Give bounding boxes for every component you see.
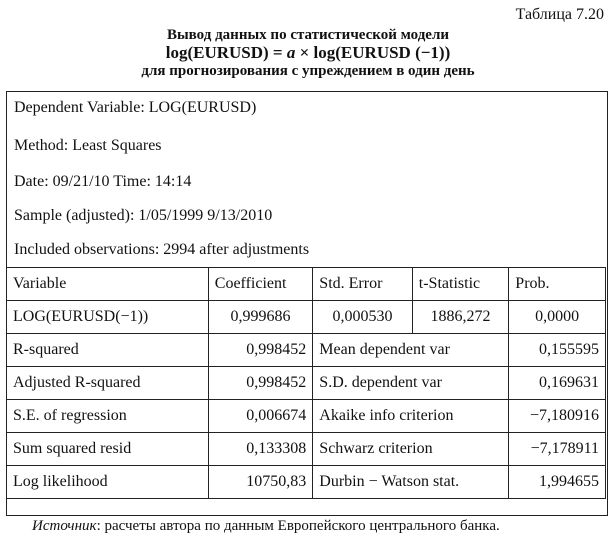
included-observations: Included observations: 2994 after adjustments [14,241,310,258]
regression-table [6,267,606,499]
table-row [7,334,606,367]
sample-range: Sample (adjusted): 1/05/1999 9/13/2010 [14,207,273,224]
stat-label: Adjusted R-squared [7,367,209,400]
formula-coefficient: a [286,43,296,62]
stat-label: Akaike info criterion [313,400,509,433]
stat-value: −7,178911 [509,433,606,466]
variable-name: LOG(EURUSD(−1)) [7,301,209,334]
formula-right: × log(EURUSD (−1)) [295,43,451,62]
header-prob: Prob. [509,268,606,301]
table-title [0,26,616,80]
stat-value: 0,998452 [208,334,313,367]
stat-label: Durbin − Watson stat. [313,466,509,499]
title-line-2-formula [0,44,616,62]
table-row [7,433,606,466]
table-row [7,367,606,400]
stat-label: Log likelihood [7,466,209,499]
formula-left: log(EURUSD) = [165,43,287,62]
header-coefficient: Coefficient [208,268,313,301]
stat-value: 0,006674 [208,400,313,433]
prob-value: 0,0000 [509,301,606,334]
stat-label: Schwarz criterion [313,433,509,466]
regression-output-box [6,91,608,516]
stat-value: 0,998452 [208,367,313,400]
stat-value: 10750,83 [208,466,313,499]
title-line-3: для прогнозирования с упреждением в один день [141,63,475,79]
date-time: Date: 09/21/10 Time: 14:14 [14,173,192,190]
table-number: Таблица 7.20 [515,6,604,23]
stat-value: 0,169631 [509,367,606,400]
table-row [7,400,606,433]
stat-label: S.D. dependent var [313,367,509,400]
source-text: : расчеты автора по данным Европейского центрального банка. [96,518,500,534]
coefficient-value: 0,999686 [208,301,313,334]
stat-label: Sum squared resid [7,433,209,466]
stat-value: 0,133308 [208,433,313,466]
stat-label: Mean dependent var [313,334,509,367]
table-header-row [7,268,606,301]
stat-value: −7,180916 [509,400,606,433]
source-note [32,518,500,535]
stat-label: S.E. of regression [7,400,209,433]
header-variable: Variable [7,268,209,301]
stat-value: 1,994655 [509,466,606,499]
std-error-value: 0,000530 [313,301,412,334]
header-t-statistic: t-Statistic [412,268,509,301]
dependent-variable: Dependent Variable: LOG(EURUSD) [14,99,257,116]
stat-label: R-squared [7,334,209,367]
source-label: Источник [32,518,97,534]
title-line-1: Вывод данных по статистической модели [166,27,450,43]
header-std-error: Std. Error [313,268,412,301]
coefficient-row [7,301,606,334]
stat-value: 0,155595 [509,334,606,367]
t-statistic-value: 1886,272 [412,301,509,334]
method: Method: Least Squares [14,137,162,154]
table-row [7,466,606,499]
